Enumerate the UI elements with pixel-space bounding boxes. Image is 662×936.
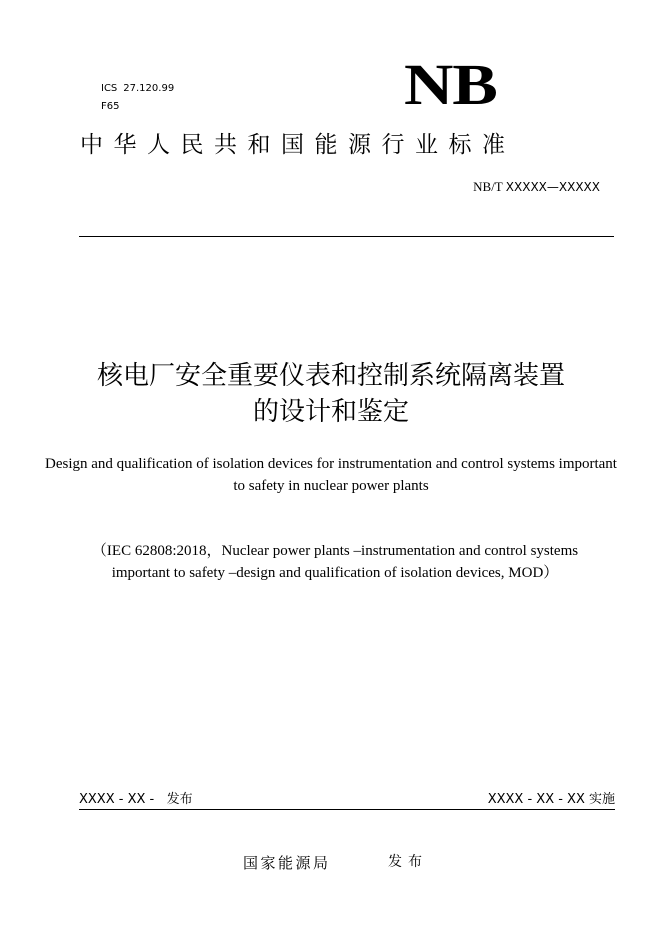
ics-code: 27.120.99	[123, 83, 175, 94]
adoption-note: （IEC 62808:2018，Nuclear power plants –instrumentation and control systems important to safety –design and qualification of isolation devices, MOD）	[91, 543, 579, 581]
ics-classification	[101, 83, 174, 95]
issue-date: XXXX - XX - 发布	[79, 792, 193, 807]
standard-prefix: NB/T	[473, 179, 506, 194]
footer-divider	[79, 809, 615, 810]
nb-logo: NB	[404, 52, 497, 117]
ics-label: ICS	[101, 83, 118, 94]
header-divider	[79, 236, 614, 237]
standard-code: XXXXX—XXXXX	[505, 180, 600, 194]
standard-type-title: 中华人民共和国能源行业标准	[80, 132, 516, 158]
document-title-en: Design and qualification of isolation devices for instrumentation and control systems important to safety in nuclear power plants	[45, 456, 617, 494]
title-cn-line2: 的设计和鉴定	[252, 397, 409, 427]
classification-code: F65	[101, 101, 120, 112]
issuing-authority: 国家能源局	[243, 854, 331, 872]
implementation-date: XXXX - XX - XX 实施	[487, 792, 615, 807]
issue-word: 发布	[388, 854, 428, 870]
title-cn-line1: 核电厂安全重要仪表和控制系统隔离装置	[96, 361, 565, 391]
standard-number	[473, 179, 600, 195]
document-title-cn	[0, 358, 662, 430]
